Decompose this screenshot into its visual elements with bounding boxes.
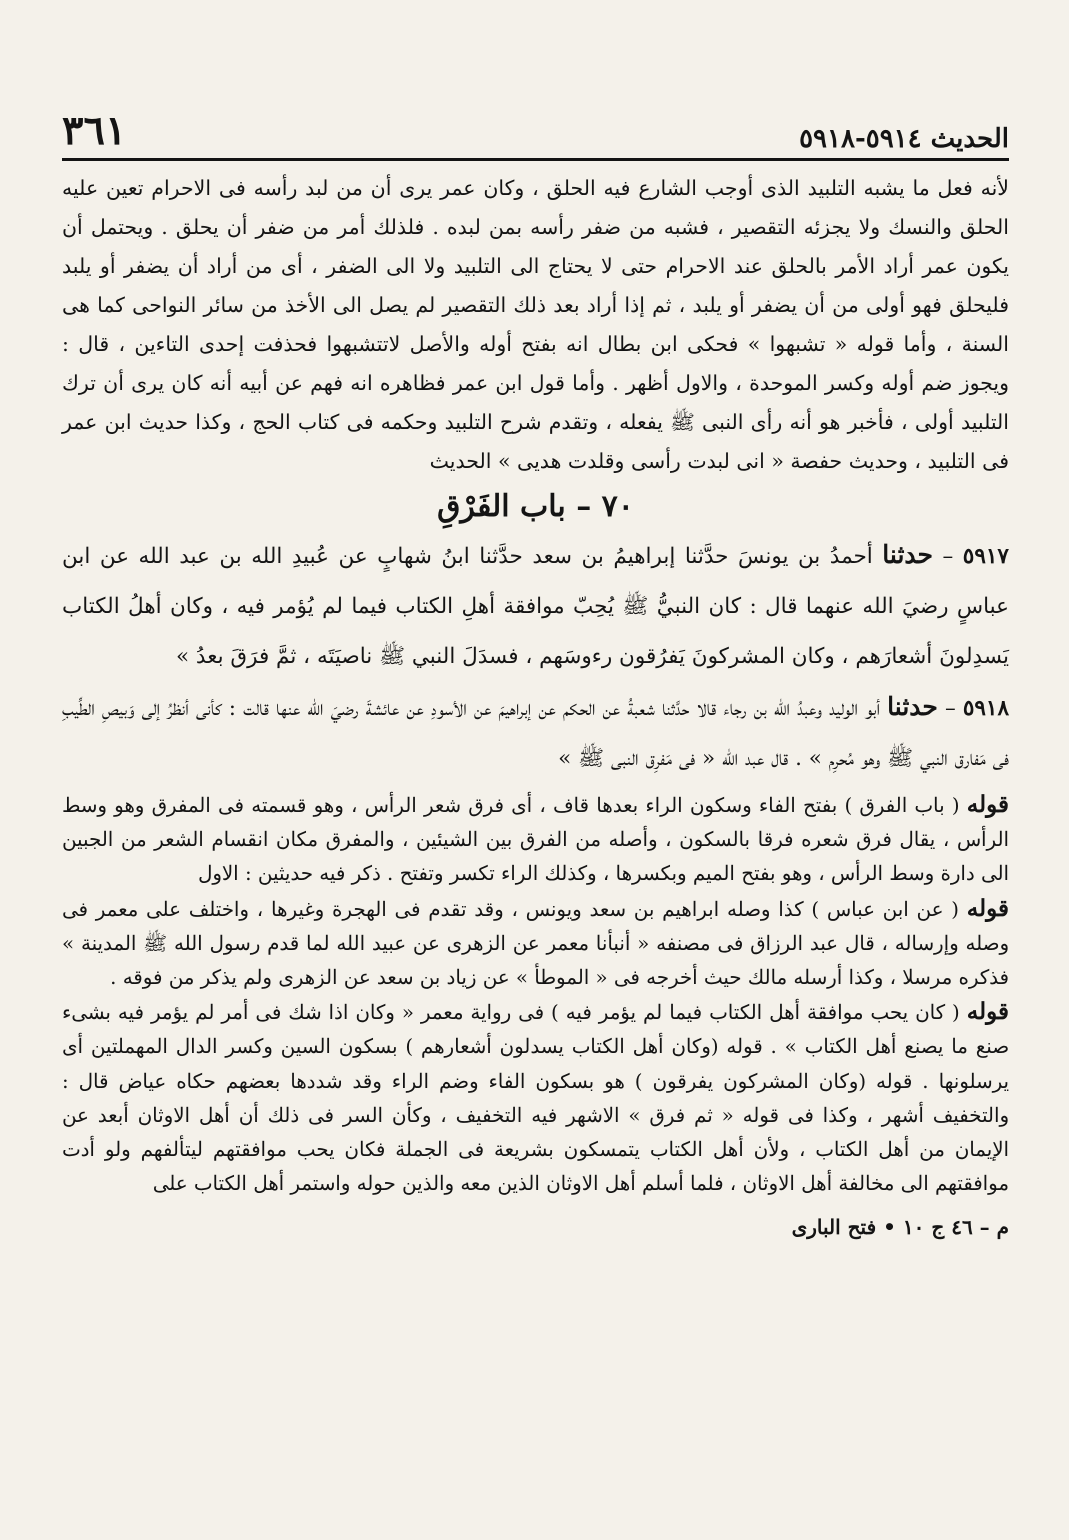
top-commentary bbox=[62, 169, 1009, 481]
commentary-lead: قوله bbox=[966, 894, 1009, 922]
hadith-number: ٥٩١٨ bbox=[962, 696, 1010, 721]
commentary-text: ( كان يحب موافقة أهل الكتاب فيما لم يؤمر فيه ) فى رواية معمر « وكان اذا شك فى أمر لم يؤمر فيه بشىء صنع ما يصنع أهل الكتاب » . قوله (وكان أهل الكتاب يسدلون أشعارهم ) بسكون السين وكسر الدال المهملتين أى يرسلونها . قوله (وكان المشركون يفرقون ) هو بسكون الفاء وضم الراء وقد شددها بعضهم حكاه عياض قال : والتخفيف أشهر ، وكذا فى قوله « ثم فرق » الاشهر فيه التخفيف ، وكأن السر فى ذلك أن أهل الاوثان أبعد عن الإيمان من أهل الكتاب ، ولأن أهل الكتاب يتمسكون بشريعة فى الجملة فكان يحب موافقتهم ليتألفهم ولو أدت موافقتهم الى مخالفة أهل الاوثان ، فلما أسلم أهل الاوثان الذين معه والذين حوله واستمر أهل الكتاب على bbox=[62, 1001, 1009, 1196]
narration-word: حدثنا bbox=[882, 540, 933, 569]
commentary-text: ( باب الفرق ) بفتح الفاء وسكون الراء بعدها قاف ، أى فرق شعر الرأس ، وهو قسمته فى المفرق وهو وسط الرأس ، يقال فرق شعره فرقا بالسكون ، وأصله من الفرق بين الشيئين ، والمفرق مكان انقسام الشعر من الجبين الى دارة وسط الرأس ، وهو بفتح الميم وبكسرها ، وكذلك الراء تكسر وتفتح . ذكر فيه حديثين : الاول bbox=[62, 794, 1009, 886]
commentary-paragraph: لأنه فعل ما يشبه التلبيد الذى أوجب الشارع فيه الحلق ، وكان عمر يرى أن من لبد رأسه فى الاحرام تعين عليه الحلق والنسك ولا يجزئه التقصير ، فشبه من ضفر رأسه بمن لبده . فلذلك أمر من ضفر أن يحلق . ويحتمل أن يكون عمر أراد الأمر بالحلق عند الاحرام حتى لا يحتاج الى التلبيد ولا الى الضفر ، أى من أراد أن يضفر أو يلبد فليحلق فهو أولى من أن يضفر أو يلبد ، ثم إذا أراد بعد ذلك التقصير لم يصل الى الأخذ من سائر النواحى كما هى السنة ، وأما قوله « تشبهوا » فحكى ابن بطال انه بفتح أوله والأصل لاتتشبهوا فحذفت إحدى التاءين ، قال : ويجوز ضم أوله وكسر الموحدة ، والاول أظهر . وأما قول ابن عمر فظاهره انه فهم عن أبيه أنه كان يرى أن ترك التلبيد أولى ، فأخبر هو أنه رأى النبى ﷺ يفعله ، وتقدم شرح التلبيد وحكمه فى كتاب الحج ، وكذا حديث ابن عمر فى التلبيد ، وحديث حفصة « انى لبدت رأسى وقلدت هديى » الحديث bbox=[62, 176, 1009, 473]
page-header bbox=[62, 107, 1009, 161]
narration-word: حدثنا bbox=[887, 692, 938, 721]
commentary-lead: قوله bbox=[966, 791, 1009, 818]
hadith-entry: ٥٩١٧ – حدثنا أحمدُ بن يونسَ حدَّثنا إبراهيمُ بن سعد حدَّثنا ابنُ شهابٍ عن عُبيدِ الله بن عبد الله عن ابن عباسٍ رضيَ الله عنهما قال : كان النبيُّ ﷺ يُحِبّ موافقة أهلِ الكتاب فيما لم يُؤمر فيه ، وكان أهلُ الكتاب يَسدِلونَ أشعارَهم ، وكان المشركونَ يَفرُقون رءوسَهم ، فسدَلَ النبي ﷺ ناصيَتَه ، ثمَّ فرَقَ بعدُ » bbox=[62, 540, 1009, 669]
chapter-heading: ٧٠ – باب الفَرْقِ bbox=[437, 489, 634, 524]
commentary-paragraph bbox=[62, 995, 1009, 1201]
page-number: ٣٦١ bbox=[62, 107, 127, 154]
commentary-lead: قوله bbox=[966, 998, 1009, 1026]
hadith-number: ٥٩١٧ bbox=[962, 544, 1009, 569]
commentary-paragraph bbox=[62, 788, 1009, 892]
commentary-section bbox=[62, 788, 1009, 1201]
hadith-text: أحمدُ بن يونسَ حدَّثنا إبراهيمُ بن سعد حدَّثنا ابنُ شهابٍ عن عُبيدِ الله بن عبد الله عن ابن عباسٍ رضيَ الله عنهما قال : كان النبيُّ ﷺ يُحِبّ موافقة أهلِ الكتاب فيما لم يُؤمر فيه ، وكان أهلُ الكتاب يَسدِلونَ أشعارَهم ، وكان المشركونَ يَفرُقون رءوسَهم ، فسدَلَ النبي ﷺ ناصيَتَه ، ثمَّ فرَقَ بعدُ » bbox=[62, 544, 1009, 669]
printer-signature: م – ٤٦ ج ١٠ • فتح البارى bbox=[791, 1215, 1009, 1240]
hadith-entry: ٥٩١٨ – حدثنا أبو الوليد وعبدُ الله بن رجاء قالا حدَّثنا شعبةُ عن الحكم عن إبراهيمَ عن الأسودِ عن عائشةَ رضيَ الله عنها قالت : كأنى أنظرُ إلى وَبيصِ الطِّيبِ فى مَفارق النبي ﷺ وهو مُحرِم » . قال عبد الله « فى مَفرِق النبى ﷺ » bbox=[62, 692, 1010, 771]
commentary-text: ( عن ابن عباس ) كذا وصله ابراهيم بن سعد ويونس ، وقد تقدم فى الهجرة وغيرها ، واختلف على معمر فى وصله وإرساله ، قال عبد الرزاق فى مصنفه « أنبأنا معمر عن الزهرى عن عبيد الله لما قدم رسول الله ﷺ المدينة » فذكره مرسلا ، وكذا أرسله مالك حيث أخرجه فى « الموطأ » عن زياد بن سعد عن الزهرى ولم يذكر من فوقه . bbox=[62, 897, 1009, 990]
running-head: الحديث ٥٩١٤-٥٩١٨ bbox=[799, 124, 1009, 154]
hadith-text: أبو الوليد وعبدُ الله بن رجاء قالا حدَّثنا شعبةُ عن الحكم عن إبراهيمَ عن الأسودِ عن عائشةَ رضيَ الله عنها قالت : كأنى أنظرُ إلى وَبيصِ الطِّيبِ فى مَفارق النبي ﷺ وهو مُحرِم » . قال عبد الله « فى مَفرِق النبى ﷺ » bbox=[62, 696, 1009, 771]
commentary-paragraph bbox=[62, 892, 1009, 996]
